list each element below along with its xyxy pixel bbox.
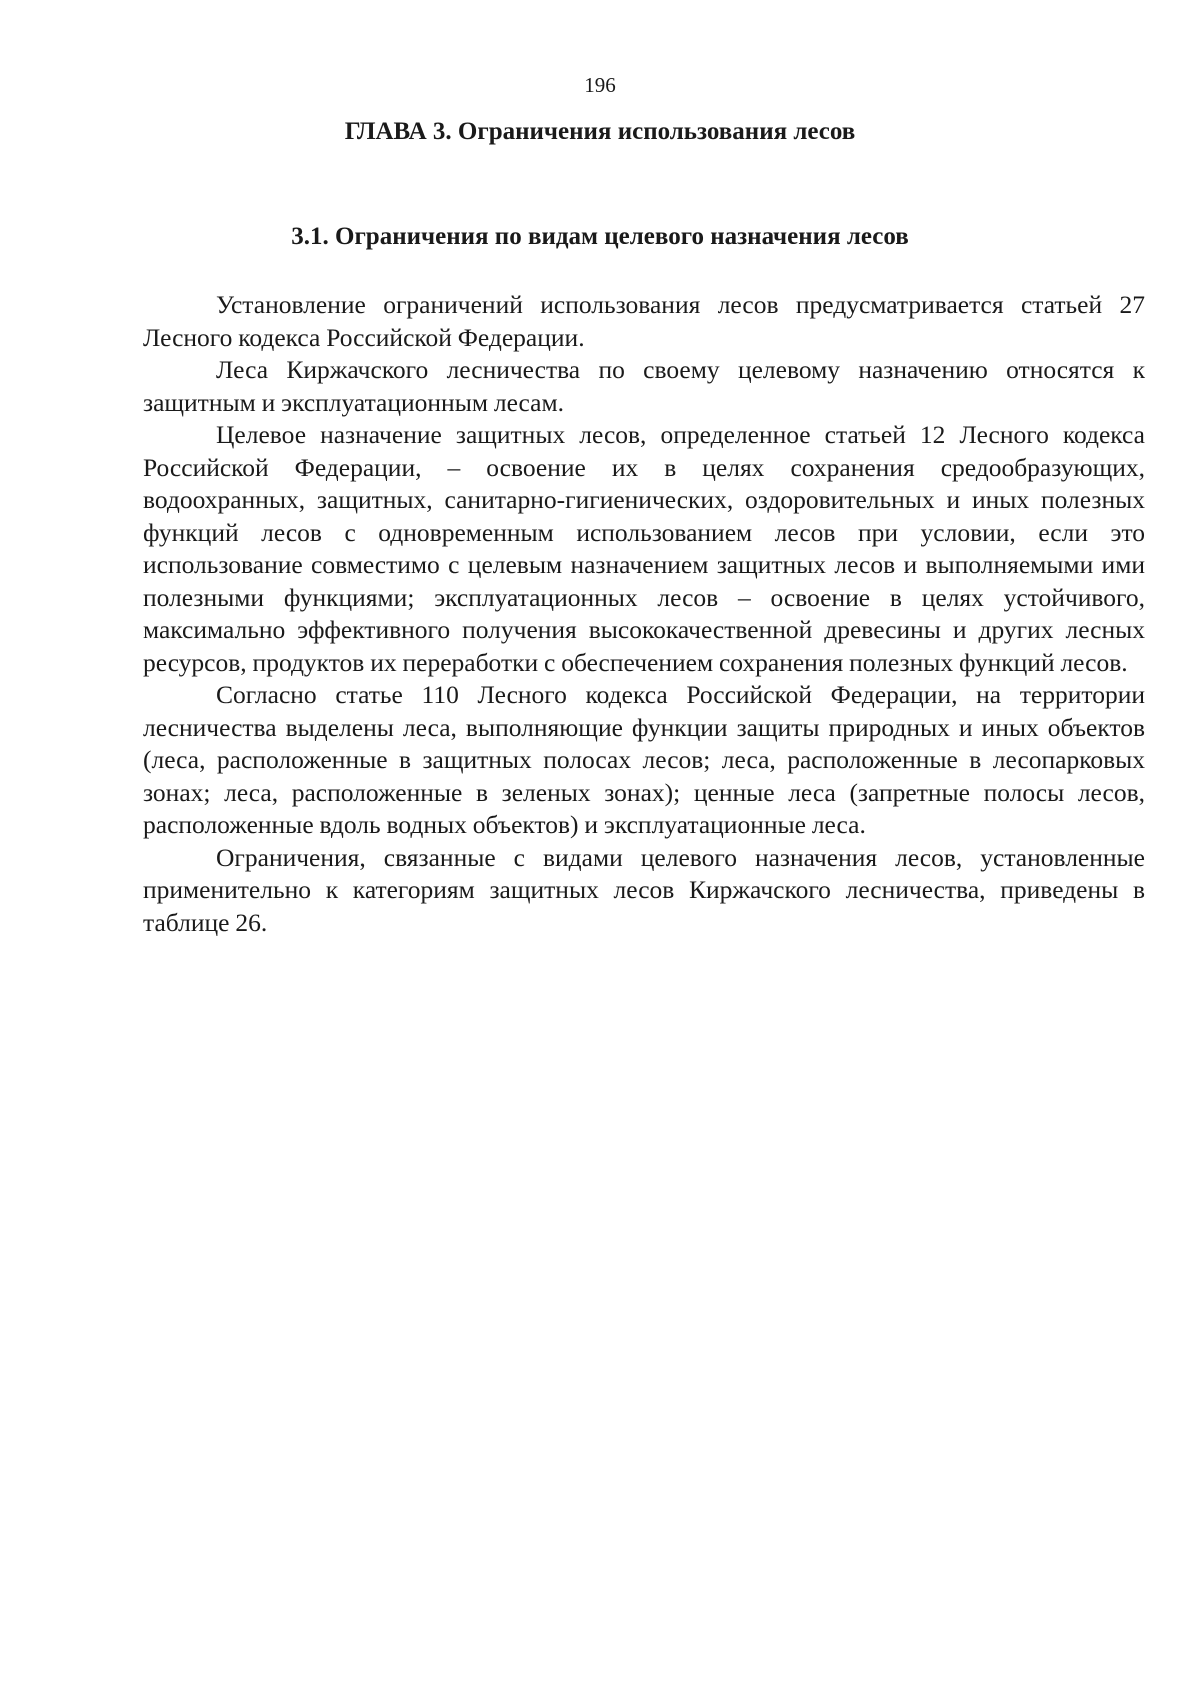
paragraph-2: Леса Киржачского лесничества по своему целевому назначению относятся к защитным и эксплуатационным лесам. bbox=[143, 355, 1145, 417]
body-text bbox=[143, 289, 1145, 939]
paragraph-4: Согласно статье 110 Лесного кодекса Российской Федерации, на территории лесничества выделены леса, выполняющие функции защиты природных и иных объектов (леса, расположенные в защитных полосах лесов; леса, расположенные в лесопарковых зонах; леса, расположенные в зеленых зонах); ценные леса (запретные полосы лесов, расположенные вдоль водных объектов) и эксплуатационные леса. bbox=[143, 680, 1145, 839]
paragraph-3: Целевое назначение защитных лесов, определенное статьей 12 Лесного кодекса Российской Федерации, – освоение их в целях сохранения средообразующих, водоохранных, защитных, санитарно-гигиенических, оздоровительных и иных полезных функций лесов с одновременным использованием лесов при условии, если это использование совместимо с целевым назначением защитных лесов и выполняемыми ими полезными функциями; эксплуатационных лесов – освоение в целях устойчивого, максимально эффективного получения высококачественной древесины и других лесных ресурсов, продуктов их переработки с обеспечением сохранения полезных функций лесов. bbox=[143, 420, 1145, 677]
chapter-title: ГЛАВА 3. Ограничения использования лесов bbox=[344, 118, 856, 145]
paragraph-1: Установление ограничений использования лесов предусматривается статьей 27 Лесного кодекса Российской Федерации. bbox=[143, 290, 1145, 352]
paragraph-5: Ограничения, связанные с видами целевого назначения лесов, установленные применительно к категориям защитных лесов Киржачского лесничества, приведены в таблице 26. bbox=[143, 842, 1145, 937]
section-title: 3.1. Ограничения по видам целевого назначения лесов bbox=[291, 223, 909, 250]
page-number: 196 bbox=[584, 73, 616, 97]
